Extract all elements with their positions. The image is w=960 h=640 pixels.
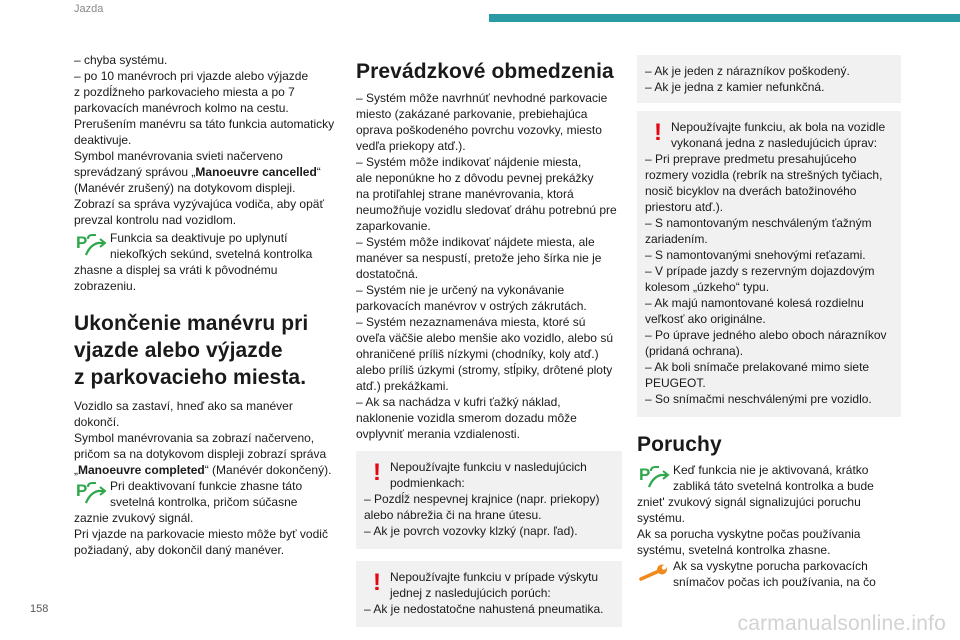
- section-heading-faults: Poruchy: [637, 433, 722, 456]
- park-assist-indicator-note: [637, 462, 901, 494]
- text-line: miesto (zakázané parkovanie, prebiehajúca: [356, 107, 588, 121]
- text-line: požiadaný, aby dokončil daný manéver.: [74, 543, 285, 557]
- text-line: niekoľkých sekúnd, svetelná kontrolka: [110, 247, 313, 261]
- service-wrench-note: [637, 558, 901, 590]
- text-line: – chyba systému.: [74, 53, 168, 67]
- text-line: – So snímačmi neschválenými pre vozidlo.: [645, 392, 872, 406]
- text-line: „Manoeuvre completed“ (Manévér dokončený).: [74, 463, 332, 477]
- text-line: Zobrazí sa správa vyzývajúca vodiča, aby opäť: [74, 197, 324, 211]
- text-line: – Ak je jedna z kamier nefunkčná.: [645, 80, 825, 94]
- text-line: Pri vjazde na parkovacie miesto môže byť vodič: [74, 527, 328, 541]
- section-label: Jazda: [74, 3, 104, 15]
- text-line: – Po úprave jedného alebo oboch nárazníkov: [645, 328, 887, 342]
- text-line: zaparkovanie.: [356, 219, 431, 233]
- text-line: – Ak majú namontované kolesá rozdielnu: [645, 296, 864, 310]
- warning-exclamation-icon: !: [373, 569, 381, 596]
- text-line: Vozidlo sa zastaví, hneď ako sa manéver: [74, 399, 293, 413]
- text-line: snímačov počas ich používania, na čo: [673, 575, 876, 589]
- text-line: zaznie zvukový signál.: [74, 511, 194, 525]
- text-line: ale neponúkne ho z dôvodu pevnej prekážky: [356, 171, 594, 185]
- text-line: oveľa väčšie alebo menšie ako vozidlo, alebo sú: [356, 331, 613, 345]
- text-line: systému.: [637, 511, 686, 525]
- svg-text:P: P: [76, 481, 88, 500]
- section-heading-limitations: Prevádzkové obmedzenia: [356, 60, 614, 83]
- text-line: kolesom „úzkeho“ typu.: [645, 280, 770, 294]
- text-line: Prerušením manévru sa táto funkcia automaticky: [74, 117, 335, 131]
- text-line: podmienkach:: [390, 476, 465, 490]
- text-line: – po 10 manévroch pri vjazde alebo výjazde: [74, 69, 309, 83]
- text-line: ovplyvniť merania vzdialenosti.: [356, 427, 520, 441]
- text-line: – Systém môže indikovať nájdenie miesta,: [356, 155, 582, 169]
- text-line: – Ak je nedostatočne nahustená pneumatika.: [364, 602, 604, 616]
- text-line: Nepoužívajte funkciu v prípade výskytu: [390, 570, 599, 584]
- text-line: Pri deaktivovaní funkcie zhasne táto: [110, 479, 303, 493]
- text-line: atď.) prekážkami.: [356, 379, 449, 393]
- svg-text:P: P: [639, 465, 651, 484]
- text-line: alebo nábrežia či na hrane útesu.: [364, 508, 542, 522]
- text-line: – Ak je povrch vozovky klzký (napr. ľad).: [364, 524, 578, 538]
- text-line: ohraničené príliš nízkymi (chodníky, koly atď.): [356, 347, 599, 361]
- park-assist-indicator-note: [74, 230, 342, 262]
- text-line: zniet' zvukový signál signalizujúci poruchu: [637, 495, 861, 509]
- text-line: – Ak boli snímače prelakované mimo siete: [645, 360, 870, 374]
- intro-text: [74, 52, 342, 228]
- column-middle: [356, 58, 622, 627]
- column-left: [74, 52, 342, 558]
- text-line: vykonaná jedna z nasledujúcich úprav:: [671, 136, 878, 150]
- header-accent-bar: [489, 14, 960, 22]
- text-line: Ak sa vyskytne porucha parkovacích: [673, 559, 868, 573]
- text-line: parkovacích manévrov v ostrých zákrutách.: [356, 299, 587, 313]
- svg-text:P: P: [76, 233, 88, 252]
- heading-line: vjazde alebo výjazde: [74, 339, 283, 362]
- park-assist-green-icon: [74, 478, 110, 508]
- text-line: Symbol manévrovania svieti načerveno: [74, 149, 283, 163]
- text-line: deaktivuje.: [74, 133, 132, 147]
- text-line: – Pri preprave predmetu presahujúceho: [645, 152, 857, 166]
- text-line: alebo príliš úzkymi (stromy, stĺpiky, drôtené ploty: [356, 363, 613, 377]
- warning-box-faults: [356, 561, 622, 627]
- text-line: pričom sa na dotykovom displeji zobrazí správa: [74, 447, 327, 461]
- text-line: oprava poškodeného povrchu vozovky, miesto: [356, 123, 602, 137]
- text-line: neumožňuje vozidlu sledovať dráhu potrebnú pre: [356, 203, 617, 217]
- park-assist-indicator-note: [74, 478, 342, 510]
- page-number: 158: [30, 603, 49, 615]
- faults-continued-box: [637, 55, 901, 103]
- text-line: svetelná kontrolka, pričom súčasne: [110, 495, 298, 509]
- text-line: – Ak je jeden z nárazníkov poškodený.: [645, 64, 850, 78]
- text-line: zobrazeniu.: [74, 279, 137, 293]
- warning-exclamation-icon: !: [373, 459, 381, 486]
- text-line: Ak sa porucha vyskytne počas používania: [637, 527, 861, 541]
- text-line: – V prípade jazdy s rezervným dojazdovým: [645, 264, 875, 278]
- text-line: Symbol manévrovania sa zobrazí načerveno,: [74, 431, 315, 445]
- warning-box-conditions: [356, 451, 622, 549]
- text-line: – Systém nezaznamenáva miesta, ktoré sú: [356, 315, 586, 329]
- text-line: jednej z nasledujúcich porúch:: [390, 586, 551, 600]
- text-line: – Systém môže indikovať nájdete miesta, ale: [356, 235, 595, 249]
- text-line: (pridaná ochrana).: [645, 344, 744, 358]
- text-line: vedľa priekopy atď.).: [356, 139, 466, 153]
- text-line: sprevádzaný správou „Manoeuvre cancelled“: [74, 165, 321, 179]
- text-line: dostatočná.: [356, 267, 419, 281]
- warning-box-modifications: [637, 111, 901, 417]
- text-line: z pozdĺžneho parkovacieho miesta a po 7: [74, 85, 295, 99]
- text-line: zariadením.: [645, 232, 708, 246]
- section-heading-end-maneuver: [74, 310, 342, 391]
- column-right: [637, 55, 901, 590]
- text-line: priestoru atď.).: [645, 200, 724, 214]
- text-line: Keď funkcia nie je aktivovaná, krátko: [673, 463, 869, 477]
- text-line: zhasne a displej sa vráti k pôvodnému: [74, 263, 278, 277]
- text-line: – S namontovanými snehovými reťazami.: [645, 248, 866, 262]
- text-line: – Pozdĺž nespevnej krajnice (napr. priekopy): [364, 492, 600, 506]
- text-line: – Systém nie je určený na vykonávanie: [356, 283, 565, 297]
- text-line: veľkosť ako originálne.: [645, 312, 766, 326]
- text-line: zabliká táto svetelná kontrolka a bude: [673, 479, 874, 493]
- text-line: parkovacích manévroch kolmo na cestu.: [74, 101, 289, 115]
- text-line: manéver sa nespustí, pretože jeho šírka nie je: [356, 251, 602, 265]
- heading-line: z parkovacieho miesta.: [74, 366, 307, 389]
- text-line: rozmery vozidla (rebrík na strešných tyčiach,: [645, 168, 883, 182]
- text-line: systému, svetelná kontrolka zhasne.: [637, 543, 831, 557]
- heading-line: Ukončenie manévru pri: [74, 312, 309, 335]
- text-line: Nepoužívajte funkciu, ak bola na vozidle: [671, 120, 886, 134]
- text-line: – S namontovaným neschváleným ťažným: [645, 216, 872, 230]
- park-assist-green-icon: [637, 462, 673, 492]
- text-line: PEUGEOT.: [645, 376, 706, 390]
- watermark: carmanualsonline.info: [737, 612, 946, 635]
- text-line: prevzal kontrolu nad vozidlom.: [74, 213, 237, 227]
- text-line: na protiľahlej strane manévrovania, ktorá: [356, 187, 574, 201]
- text-line: dokončí.: [74, 415, 120, 429]
- text-line: Nepoužívajte funkciu v nasledujúcich: [390, 460, 587, 474]
- text-line: – Ak sa nachádza v kufri ťažký náklad,: [356, 395, 561, 409]
- park-assist-green-icon: [74, 230, 110, 260]
- warning-exclamation-icon: !: [654, 119, 662, 146]
- text-line: Funkcia sa deaktivuje po uplynutí: [110, 231, 288, 245]
- text-line: (Manévér zrušený) na dotykovom displeji.: [74, 181, 296, 195]
- text-line: – Systém môže navrhnúť nevhodné parkovacie: [356, 91, 608, 105]
- wrench-icon: [637, 558, 673, 588]
- text-line: nosič bicyklov na dverách batožinového: [645, 184, 857, 198]
- text-line: naklonenie vozidla smerom dozadu môže: [356, 411, 577, 425]
